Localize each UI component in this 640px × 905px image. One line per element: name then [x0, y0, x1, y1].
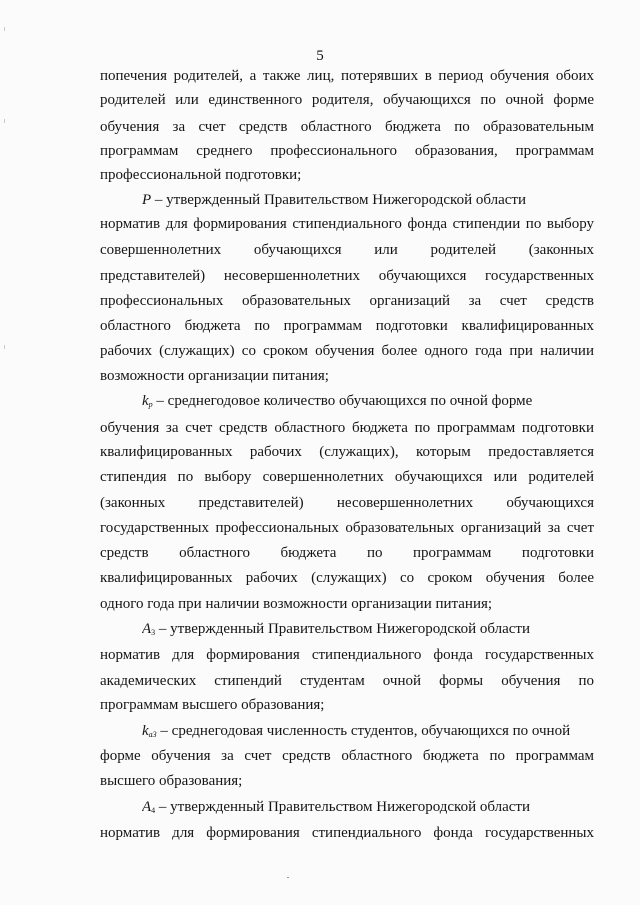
text-line [100, 645, 594, 665]
text-line [100, 291, 594, 311]
text-line [100, 418, 594, 438]
text-line [142, 721, 594, 741]
margin-mark [4, 345, 5, 349]
text-run: возможности организации питания; [100, 368, 329, 384]
text-run: форме обучения за счет средств областного бюджета по программам [100, 748, 594, 764]
text-run: норматив для формирования стипендиального фонда государственных [100, 647, 594, 663]
text-run: – среднегодовая численность студентов, обучающихся по очной [156, 723, 571, 739]
text-line [100, 518, 594, 538]
text-run: государственных профессиональных образовательных организаций за счет [100, 520, 594, 536]
text-line [100, 117, 594, 137]
text-run: норматив для формирования стипендиального фонда стипендии по выбору [100, 216, 594, 232]
text-line [100, 467, 594, 487]
text-line [100, 341, 594, 361]
text-line [100, 266, 594, 286]
variable-symbol: P [142, 192, 152, 208]
text-line [100, 141, 594, 161]
text-line [142, 797, 594, 817]
text-line [100, 543, 594, 563]
text-run: квалифицированных рабочих (служащих) со сроком обучения более [100, 570, 594, 586]
text-line [100, 568, 594, 588]
text-line [100, 493, 594, 513]
text-line [100, 240, 594, 260]
text-line [100, 165, 594, 185]
text-run: попечения родителей, а также лиц, потерявших в период обучения обоих [100, 68, 594, 84]
margin-mark [4, 27, 5, 31]
text-line [100, 823, 594, 843]
text-run: областного бюджета по программам подготовки квалифицированных [100, 318, 594, 334]
text-run: одного года при наличии возможности организации питания; [100, 596, 493, 612]
text-run: – утвержденный Правительством Нижегородской области [155, 799, 530, 815]
text-line [100, 214, 594, 234]
text-run: академических стипендий студентам очной формы обучения по [100, 673, 594, 689]
text-line [100, 746, 594, 766]
text-run: представителей) несовершеннолетних обучающихся государственных [100, 268, 594, 284]
text-line [100, 366, 594, 386]
text-run: стипендия по выбору совершеннолетних обучающихся или родителей [100, 469, 594, 485]
text-line [142, 391, 594, 411]
text-run: норматив для формирования стипендиального фонда государственных [100, 825, 594, 841]
subscript: p [148, 400, 153, 409]
subscript: 3 [151, 628, 156, 637]
text-run: обучения за счет средств областного бюджета по образовательным [100, 119, 594, 135]
page-number: 5 [316, 48, 324, 64]
text-run: обучения за счет средств областного бюджета по программам подготовки [100, 420, 594, 436]
variable-symbol: A [142, 799, 152, 815]
text-line [100, 671, 594, 691]
text-line [142, 619, 594, 639]
text-run: профессиональных образовательных организаций за счет средств [100, 293, 594, 309]
text-line [142, 190, 594, 210]
text-run: – утвержденный Правительством Нижегородской области [155, 621, 530, 637]
text-line [100, 90, 594, 110]
text-line [100, 66, 594, 86]
text-run: совершеннолетних обучающихся или родителей (законных [100, 242, 594, 258]
text-run: квалифицированных рабочих (служащих), которым предоставляется [100, 444, 594, 460]
text-run: программам среднего профессионального образования, программам [100, 143, 594, 159]
text-run: высшего образования; [100, 773, 243, 789]
variable-symbol: k [142, 723, 149, 739]
text-run: – среднегодовое количество обучающихся по очной форме [152, 393, 533, 409]
subscript: 4 [151, 806, 156, 815]
text-line [100, 316, 594, 336]
margin-mark [4, 119, 5, 123]
text-run: профессиональной подготовки; [100, 167, 302, 183]
variable-symbol: A [142, 621, 152, 637]
text-run: (законных представителей) несовершеннолетних обучающихся [100, 495, 594, 511]
variable-symbol: k [142, 393, 149, 409]
text-line [100, 594, 594, 614]
text-run: родителей или единственного родителя, обучающихся по очной форме [100, 92, 594, 108]
text-line [100, 442, 594, 462]
text-line [100, 771, 594, 791]
text-run: рабочих (служащих) со сроком обучения более одного года при наличии [100, 343, 594, 359]
text-line [100, 695, 594, 715]
scan-speck [287, 877, 289, 878]
text-run: средств областного бюджета по программам подготовки [100, 545, 594, 561]
text-run: – утвержденный Правительством Нижегородской области [151, 192, 526, 208]
text-run: программам высшего образования; [100, 697, 325, 713]
subscript: a3 [148, 730, 157, 739]
